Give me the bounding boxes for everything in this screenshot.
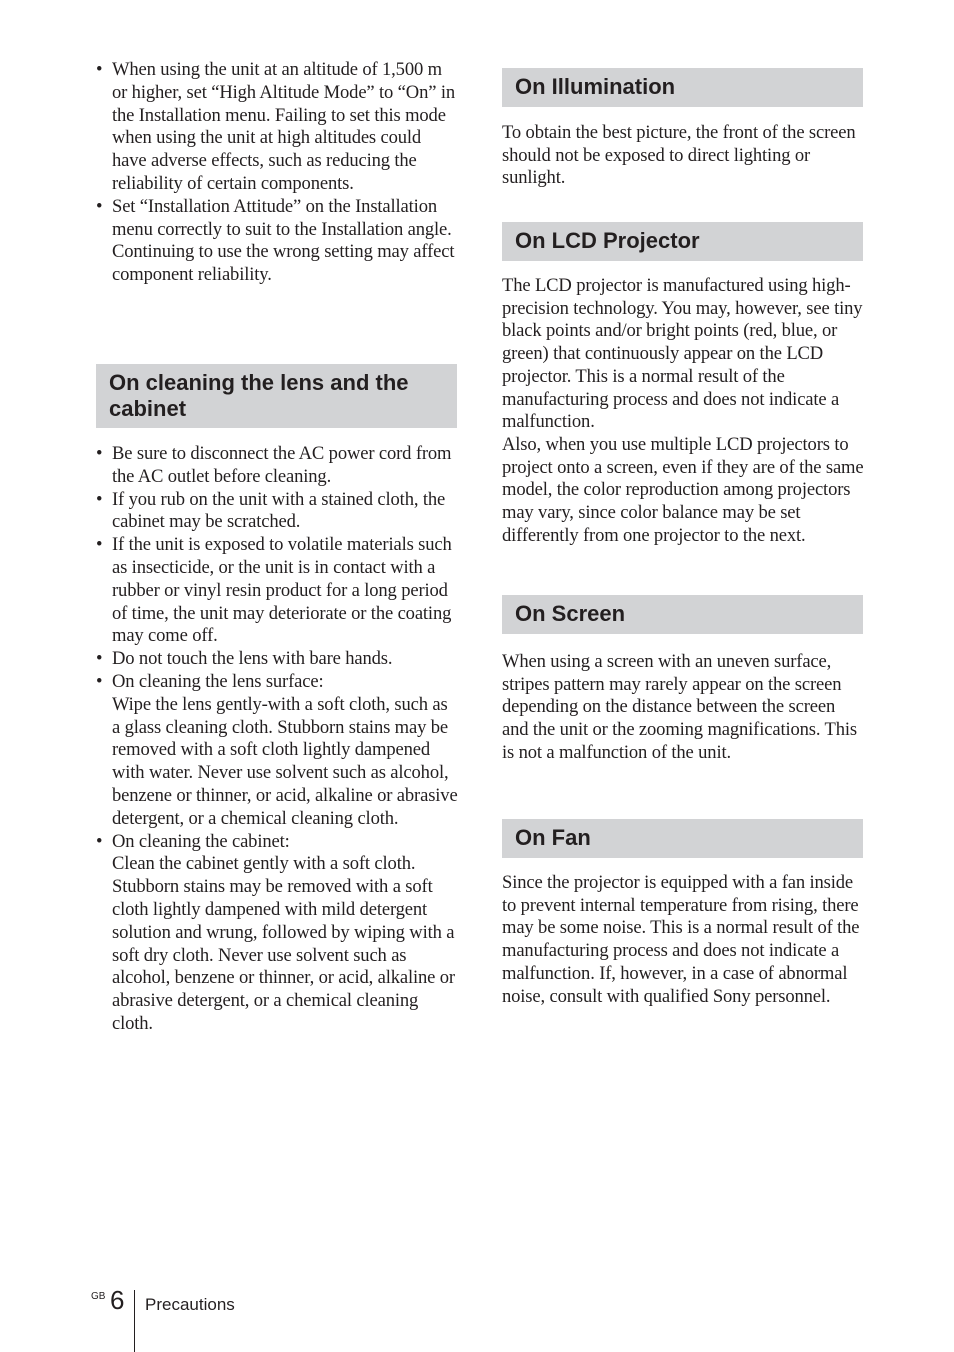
list-item-detail: Wipe the lens gently-with a soft cloth, such as a glass cleaning cloth. Stubborn stains may be removed with a soft cloth lightly dampened with water. Never use solvent such as alcohol, benzene or thinner, or acid, alkaline or abrasive detergent, or a chemical cleaning cloth. [112,693,458,829]
cleaning-bullet-list [96,443,458,1036]
illumination-paragraph: To obtain the best picture, the front of the screen should not be exposed to direct lighting or sunlight. [502,122,856,189]
region-code: GB [91,1291,106,1302]
section-heading-text: On cleaning the lens and the cabinet [109,370,409,421]
section-heading-text: On LCD Projector [515,228,700,253]
section-heading-illumination [502,68,863,107]
screen-paragraph: When using a screen with an uneven surface, stripes pattern may rarely appear on the screen depending on the distance between the screen and the unit or the zooming magnifications. This is not a malfunction of the unit. [502,651,857,763]
list-item-text: • Do not touch the lens with bare hands. [112,648,393,670]
list-item-text: • On cleaning the lens surface: [112,670,324,692]
list-item-text: • Be sure to disconnect the AC power cord from the AC outlet before cleaning. [112,443,452,487]
list-item [96,489,458,535]
list-item [96,831,458,1036]
list-item [96,196,458,287]
section-heading-cleaning [96,364,457,428]
list-item-detail: Clean the cabinet gently with a soft cloth. Stubborn stains may be removed with a soft cloth lightly dampened with mild detergent solution and wrung, followed by wiping with a soft dry cloth. Never use solvent such as alcohol, benzene or thinner, or acid, alkaline or abrasive detergent, or a chemical cleaning cloth. [112,853,455,1034]
footer-divider [134,1290,135,1352]
section-heading-text: On Illumination [515,74,676,99]
lcd-paragraph-1: The LCD projector is manufactured using high-precision technology. You may, however, see tiny black points and/or bright points (red, blue, or green) that continuously appear on the LCD projector. This is a normal result of the manufacturing process and does not indicate a malfunction. [502,275,863,433]
section-heading-text: On Fan [515,825,591,850]
list-item-text: • If the unit is exposed to volatile materials such as insecticide, or the unit is in contact with a rubber or vinyl resin product for a long period of time, the unit may deteriorate or the coating may come off. [112,534,452,647]
list-item-text: • On cleaning the cabinet: [112,830,290,852]
intro-bullet-list [96,59,458,287]
list-item-text: • If you rub on the unit with a stained cloth, the cabinet may be scratched. [112,488,446,533]
fan-paragraph: Since the projector is equipped with a fan inside to prevent internal temperature from rising, there may be some noise. This is a normal result of the manufacturing process and does not indicate a malfunction. If, however, in a case of abnormal noise, consult with qualified Sony personnel. [502,872,860,1007]
list-item [96,648,458,671]
list-item [96,59,458,196]
list-item-text: • When using the unit at an altitude of 1,500 m or higher, set “High Altitude Mode” to “On” in the Installation menu. Failing to set this mode when using the unit at high altitudes could have adverse effects, such as reducing the reliability of certain components. [112,59,455,194]
page-number: 6 [110,1285,125,1315]
section-heading-fan [502,819,863,858]
list-item [96,671,458,831]
section-heading-lcd-projector [502,222,863,261]
list-item-text: • Set “Installation Attitude” on the Installation menu correctly to suit to the Installation angle. Continuing to use the wrong setting may affect component reliability. [112,195,455,286]
list-item [96,534,458,648]
section-heading-text: On Screen [515,601,626,626]
lcd-paragraph-2: Also, when you use multiple LCD projectors to project onto a screen, even if they are of the same model, the color reproduction among projectors may vary, since color balance may be set differently from one projector to the next. [502,434,864,546]
section-heading-screen [502,595,863,634]
list-item [96,443,458,489]
footer-section-title: Precautions [145,1295,235,1314]
